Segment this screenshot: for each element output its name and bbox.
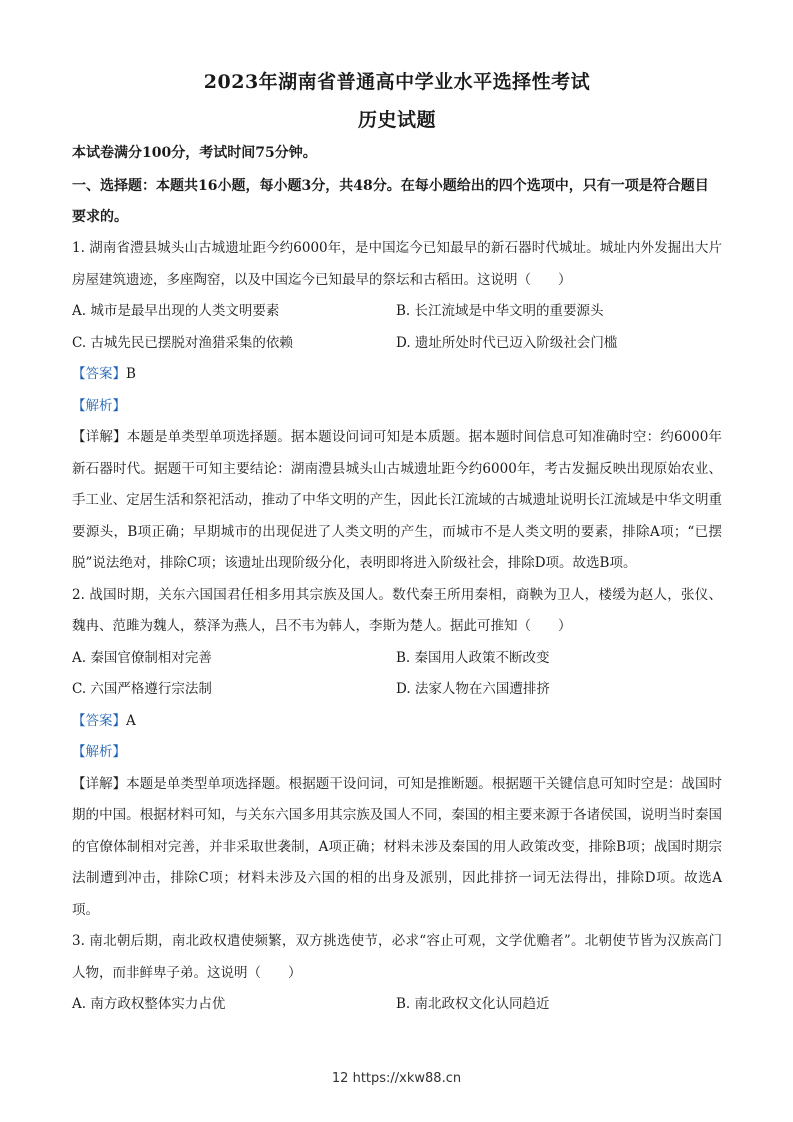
exam-note: 本试卷满分100分，考试时间75分钟。	[72, 145, 317, 161]
detail-tag: 【详解】	[72, 429, 127, 445]
answer-line	[72, 706, 722, 738]
answer-value: B	[126, 366, 136, 382]
exam-title: 2023年湖南省普通高中学业水平选择性考试	[203, 71, 591, 93]
analysis-line	[72, 737, 722, 769]
analysis-tag: 【解析】	[72, 744, 126, 760]
answer-tag: 【答案】	[72, 366, 126, 382]
option-c: C. 六国严格遵行宗法制	[72, 681, 212, 697]
option-d: D. 遗址所处时代已迈入阶级社会门槛	[396, 334, 618, 351]
analysis-tag: 【解析】	[72, 397, 126, 414]
options-row	[72, 674, 722, 706]
option-c: C. 古城先民已摆脱对渔猎采集的依赖	[72, 334, 293, 351]
page-footer: 12 https://xkw88.cn	[331, 1071, 462, 1086]
section-heading: 一、选择题：本题共16小题，每小题3分，共48分。在每小题给出的四个选项中，只有一项是符合题目要求的。	[72, 178, 709, 225]
option-b: B. 南北政权文化认同趋近	[396, 996, 550, 1012]
detail-text: 本题是单类型单项选择题。据本题设问词可知是本质题。据本题时间信息可知准确时空：约6000年新石器时代。据题干可知主要结论：湖南澧县城头山古城遗址距今约6000年，考古发掘反映出现原始农业、手工业、定居生活和祭祀活动，推动了中华文明的产生，因此长江流域的古城遗址说明长江流域是中华文明重要源头，B项正确；早期城市的出现促进了人类文明的产生，而城市不是人类文明的要素，排除A项；“已摆脱”说法绝对，排除C项；该遗址出现阶级分化，表明即将进入阶级社会，排除D项。故选B项。	[72, 429, 723, 571]
question-stem: 1. 湖南省澧县城头山古城遗址距今约6000年，是中国迄今已知最早的新石器时代城址。城址内外发掘出大片房屋建筑遗迹，多座陶窑，以及中国迄今已知最早的祭坛和古稻田。这说明（ ）	[72, 240, 722, 288]
option-a: A. 城市是最早出现的人类文明要素	[72, 303, 280, 319]
question-stem: 2. 战国时期，关东六国国君任相多用其宗族及国人。数代秦王所用秦相，商鞅为卫人，楼缓为赵人，张仪、魏冉、范雎为魏人，蔡泽为燕人，吕不韦为韩人，李斯为楚人。据此可推知（ ）	[72, 586, 722, 634]
question-stem: 3. 南北朝后期，南北政权遣使频繁，双方挑选使节，必求“容止可观，文学优赡者”。北朝使节皆为汉族高门人物，而非鲜卑子弟。这说明（ ）	[72, 933, 722, 981]
analysis-line	[72, 391, 722, 423]
option-a: A. 秦国官僚制相对完善	[72, 649, 212, 666]
exam-page	[72, 66, 722, 1021]
detail-paragraph	[72, 422, 722, 580]
exam-subtitle: 历史试题	[357, 109, 436, 131]
option-a: A. 南方政权整体实力占优	[72, 996, 226, 1012]
detail-tag: 【详解】	[72, 775, 127, 792]
options-row	[72, 989, 722, 1021]
answer-value: A	[126, 712, 136, 729]
detail-text: 本题是单类型单项选择题。根据题干设问词，可知是推断题。根据题干关键信息可知时空是：战国时期的中国。根据材料可知，与关东六国多用其宗族及国人不同，秦国的相主要来源于各诸侯国，说明当时秦国的官僚体制相对完善，并非采取世袭制，A项正确；材料未涉及秦国的用人政策改变，排除B项；战国时期宗法制遭到冲击，排除C项；材料未涉及六国的相的出身及派别，因此排挤一词无法得出，排除D项。故选A项。	[72, 775, 723, 918]
option-b: B. 秦国用人政策不断改变	[396, 649, 550, 666]
option-d: D. 法家人物在六国遭排挤	[396, 681, 550, 697]
option-b: B. 长江流域是中华文明的重要源头	[396, 303, 604, 319]
detail-paragraph	[72, 769, 722, 927]
answer-tag: 【答案】	[72, 712, 126, 729]
options-row	[72, 643, 722, 675]
answer-line	[72, 359, 722, 391]
options-row	[72, 328, 722, 360]
options-row	[72, 296, 722, 328]
